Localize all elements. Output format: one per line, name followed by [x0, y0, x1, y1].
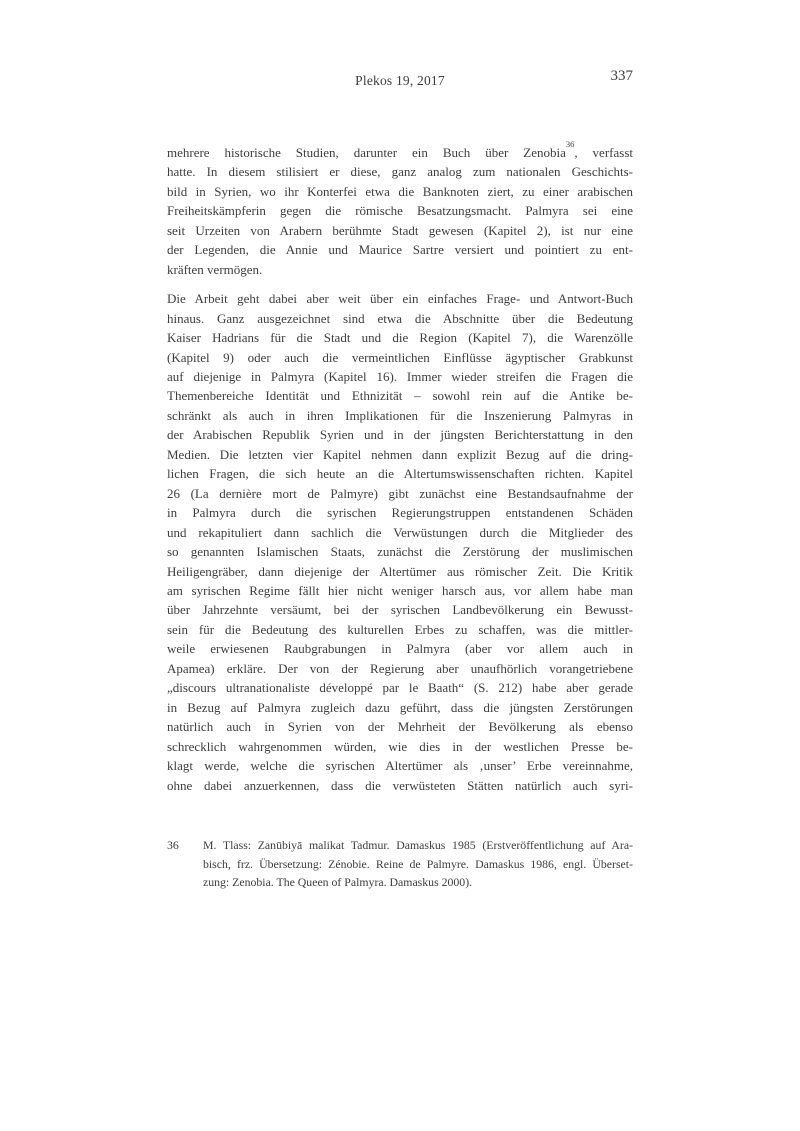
page-number: 337 — [610, 68, 633, 84]
text-line: ohne dabei anzuerkennen, dass die verwüsteten Stätten natürlich auch syri- — [167, 777, 633, 793]
text-line: Kaiser Hadrians für die Stadt und die Region (Kapitel 7), die Warenzölle — [167, 330, 633, 346]
text-line: Die Arbeit geht dabei aber weit über ein einfaches Frage- und Antwort-Buch — [167, 291, 633, 307]
text-line: lichen Fragen, die sich heute an die Altertumswissenschaften richten. Kapitel — [167, 466, 633, 482]
text-line: bild in Syrien, wo ihr Konterfei etwa die Banknoten ziert, zu einer arabischen — [167, 183, 633, 199]
text-line: (Kapitel 9) oder auch die vermeintlichen Einflüsse ägyptischer Grabkunst — [167, 349, 633, 365]
text-line: Apamea) erkläre. Der von der Regierung aber unaufhörlich vorangetriebene — [167, 660, 633, 676]
text-line: kräften vermögen. — [167, 261, 263, 277]
text-segment: mehrere historische Studien, darunter ein Buch über Zenobia — [167, 145, 566, 160]
paragraph-1 — [167, 139, 633, 279]
text-line: natürlich auch in Syrien von der Mehrheit der Bevölkerung als ebenso — [167, 719, 633, 735]
text-segment: , verfasst — [574, 145, 633, 160]
footnote-number: 36 — [167, 838, 179, 852]
text-line: 26 (La dernière mort de Palmyre) gibt zunächst eine Bestandsaufnahme der — [167, 485, 633, 501]
paragraph-2 — [167, 289, 633, 795]
running-head: Plekos 19, 2017 — [355, 73, 445, 88]
text-line: hinaus. Ganz ausgezeichnet sind etwa die Abschnitte über die Bedeutung — [167, 310, 633, 326]
text-line: in Bezug auf Palmyra zugleich dazu geführt, dass die jüngsten Zerstörungen — [167, 699, 633, 715]
text-line: so genannten Islamischen Staats, zunächst die Zerstörung der muslimischen — [167, 544, 633, 560]
text-line: „discours ultranationaliste développé par le Baath“ (S. 212) habe aber gerade — [167, 680, 633, 696]
text-line: sein für die Bedeutung des kulturellen Erbes zu schaffen, was die mittler- — [167, 621, 633, 637]
footnote-line: bisch, frz. Übersetzung: Zénobie. Reine de Palmyre. Damaskus 1986, engl. Überset- — [203, 856, 633, 871]
text-line: in Palmyra durch die syrischen Regierungstruppen entstandenen Schäden — [167, 505, 633, 521]
text-line: weile erwiesenen Raubgrabungen in Palmyra (aber vor allem auch in — [167, 641, 633, 657]
text-line: Heiligengräber, dann diejenige der Altertümer aus römischer Zeit. Die Kritik — [167, 563, 633, 579]
text-line: hatte. In diesem stilisiert er diese, ganz analog zum nationalen Geschichts- — [167, 164, 633, 180]
text-line: schrecklich wahrgenommen würden, wie dies in der westlichen Presse be- — [167, 738, 633, 754]
footnote-reference: 36 — [565, 139, 575, 150]
text-line: der Legenden, die Annie und Maurice Sartre versiert und pointiert zu ent- — [167, 242, 633, 258]
text-line: der Arabischen Republik Syrien und in der jüngsten Berichterstattung in den — [167, 427, 633, 443]
text-line: am syrischen Regime fällt hier nicht weniger harsch aus, vor allem habe man — [167, 582, 633, 598]
text-line: auf diejenige in Palmyra (Kapitel 16). Immer wieder streifen die Fragen die — [167, 368, 633, 384]
text-line: Medien. Die letzten vier Kapitel nehmen dann explizit Bezug auf die dring- — [167, 446, 633, 462]
footnote-line: M. Tlass: Zanūbiyā malikat Tadmur. Damaskus 1985 (Erstveröffentlichung auf Ara- — [203, 838, 633, 852]
body-text — [167, 139, 633, 795]
text-line: Themenbereiche Identität und Ethnizität – sowohl rein auf die Antike be- — [167, 388, 633, 404]
text-line: seit Urzeiten von Arabern berühmte Stadt gewesen (Kapitel 2), ist nur eine — [167, 222, 633, 238]
text-line: Freiheitskämpferin gegen die römische Besatzungsmacht. Palmyra sei eine — [167, 203, 633, 219]
footnote — [167, 836, 633, 892]
text-line: klagt werde, welche die syrischen Altertümer als ‚unser’ Erbe vereinnahme, — [167, 758, 633, 774]
text-line: schränkt als auch in ihren Implikationen für die Inszenierung Palmyras in — [167, 407, 633, 423]
text-line: und rekapituliert dann sachlich die Verwüstungen durch die Mitglieder des — [167, 524, 633, 540]
text-line — [167, 139, 633, 162]
footnote-text — [203, 836, 633, 892]
text-line: über Jahrzehnte versäumt, bei der syrischen Landbevölkerung ein Bewusst- — [167, 602, 633, 618]
footnote-line: zung: Zenobia. The Queen of Palmyra. Damaskus 2000). — [203, 875, 473, 890]
